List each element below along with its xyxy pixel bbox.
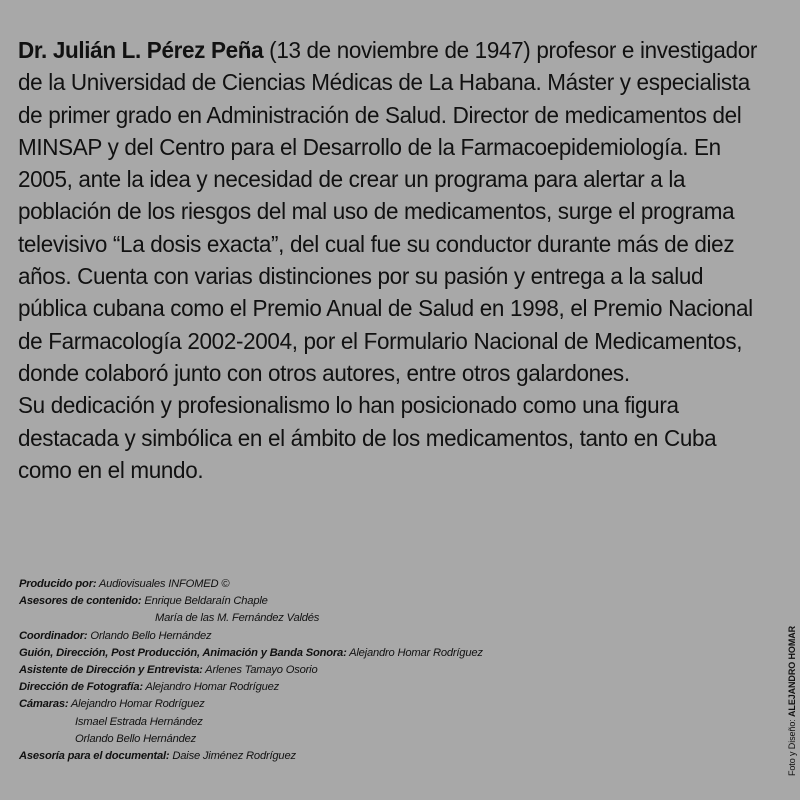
credit-role: Producido por: (19, 578, 97, 590)
credit-value: Enrique Beldaraín Chaple (141, 595, 268, 608)
credit-value: Orlando Bello Hernández (87, 629, 212, 642)
credit-row (19, 645, 483, 662)
credit-row (19, 628, 483, 645)
credit-row (19, 593, 483, 610)
credit-role: Asistente de Dirección y Entrevista: (19, 664, 203, 677)
credit-row (19, 714, 483, 731)
credit-role: Asesores de contenido: (19, 595, 142, 608)
bio-paragraph-2: Su dedicación y profesionalismo lo han posicionado como una figura destacada y simbólica en el ámbito de los medicamentos, tanto en Cuba como en el mundo. (18, 392, 717, 483)
credit-row (19, 748, 483, 765)
bio-paragraph-1 (18, 34, 757, 389)
credit-row (19, 662, 483, 679)
credit-row (19, 679, 483, 696)
credit-role: Coordinador: (19, 629, 88, 642)
credit-row (19, 696, 483, 713)
photo-design-credit (787, 626, 797, 776)
credit-value: Orlando Bello Hernández (75, 732, 197, 745)
credit-value: Alejandro Homar Rodríguez (346, 646, 483, 659)
credits-block (19, 576, 483, 765)
credit-value: Daise Jiménez Rodríguez (169, 750, 296, 763)
credit-role: Dirección de Fotografía: (19, 681, 143, 694)
credit-value: Alejandro Homar Rodríguez (68, 698, 205, 711)
credit-value: María de las M. Fernández Valdés (155, 612, 320, 625)
credit-value: Ismael Estrada Hernández (75, 715, 203, 728)
credit-role: Cámaras: (19, 698, 69, 711)
biography-text (18, 34, 757, 486)
bio-paragraph-1-text: (13 de noviembre de 1947) profesor e investigador de la Universidad de Ciencias Médicas de La Habana. Máster y especialista de primer grado en Administración de Salud. Director de medicamentos del MINSAP y del Centro para el Desarrollo de la Farmacoepidemiología. En 2005, ante la idea y necesidad de crear un programa para alertar a la población de los riesgos del mal uso de medicamentos, surge el programa televisivo “La dosis exacta”, del cual fue su conductor durante más de diez años. Cuenta con varias distinciones por su pasión y entrega a la salud pública cubana como el Premio Anual de Salud en 1998, el Premio Nacional de Farmacología 2002-2004, por el Formulario Nacional de Medicamentos, donde colaboró junto con otros autores, entre otros galardones. (18, 37, 758, 386)
credit-role: Asesoría para el documental: (19, 750, 170, 763)
credit-row (19, 731, 483, 748)
credit-value: Alejandro Homar Rodríguez (142, 681, 280, 694)
credit-value: Arlenes Tamayo Osorio (202, 664, 318, 677)
side-credit-prefix: Foto y Diseño: (787, 716, 797, 776)
credit-row (19, 576, 483, 593)
person-name: Dr. Julián L. Pérez Peña (18, 37, 264, 63)
credit-value: Audiovisuales INFOMED © (96, 578, 230, 590)
side-credit-name: ALEJANDRO HOMAR (787, 625, 797, 717)
credit-role: Guión, Dirección, Post Producción, Animación y Banda Sonora: (19, 646, 347, 659)
credit-row (19, 610, 483, 627)
